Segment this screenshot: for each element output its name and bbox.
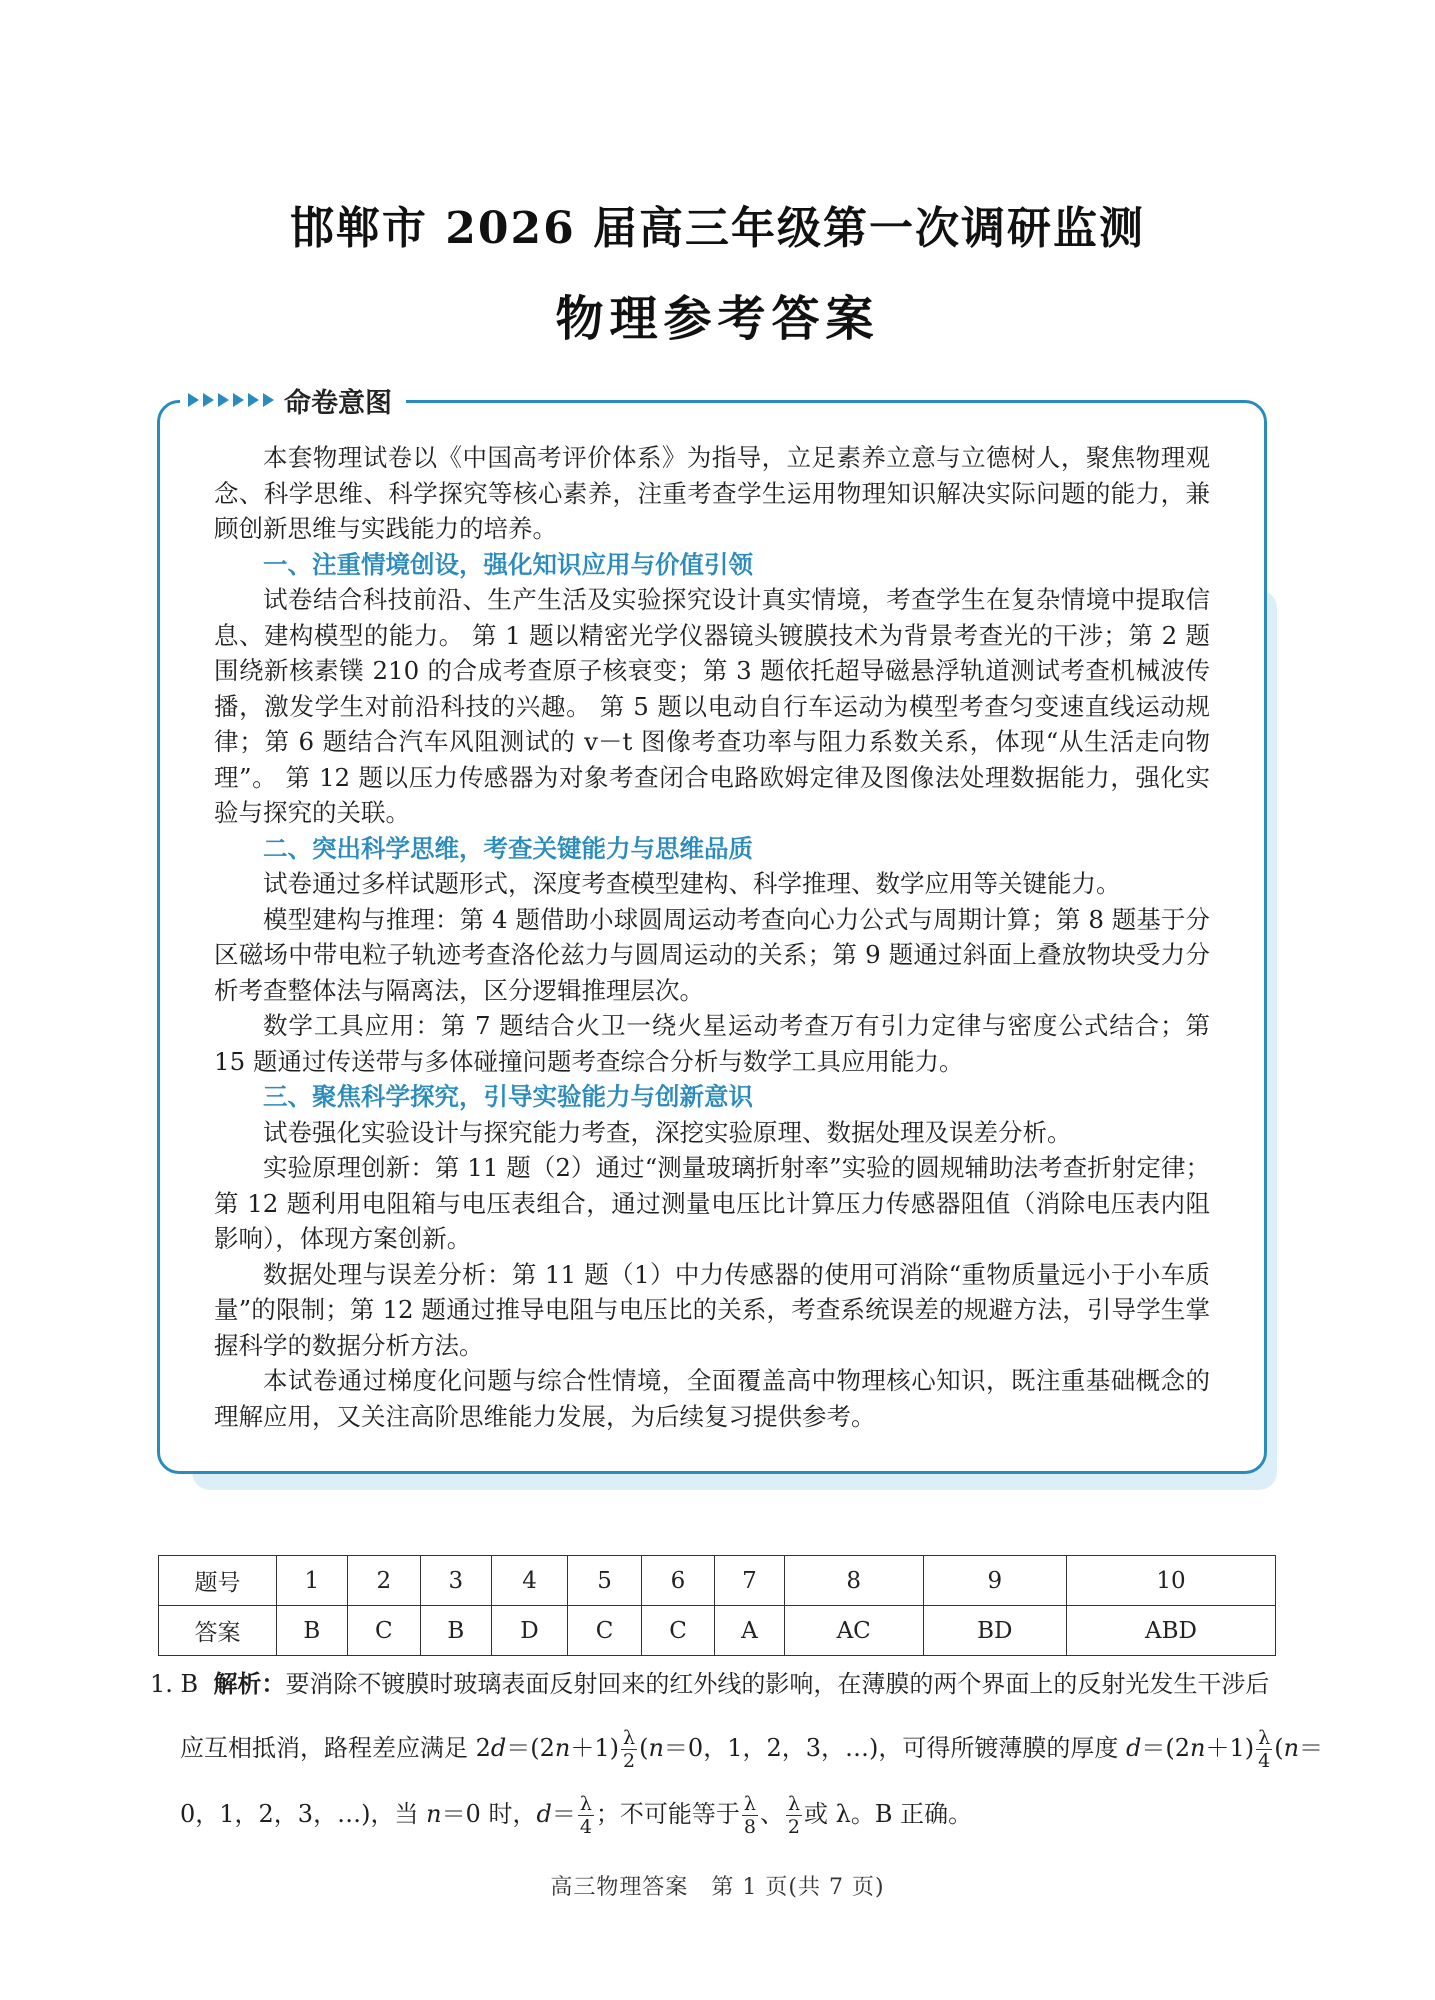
math-var: n (554, 1734, 571, 1762)
solution-number: 1. B (150, 1670, 199, 1698)
section-paragraph: 试卷通过多样试题形式，深度考查模型建构、科学推理、数学应用等关键能力。 (263, 869, 1121, 898)
table-header-cell: 答案 (159, 1606, 277, 1656)
table-cell: 1 (277, 1556, 348, 1606)
table-cell: C (347, 1606, 420, 1656)
solution-line (150, 1792, 1280, 1838)
section-heading: 一、注重情境创设，强化知识应用与价值引领 (263, 549, 753, 579)
solution-text: 应互相抵消，路程差应满足 2 (180, 1734, 491, 1762)
table-cell: 7 (715, 1556, 785, 1606)
section-paragraph: 本试卷通过梯度化问题与综合性情境，全面覆盖高中物理核心知识，既注重基础概念的理解应用，又关注高阶思维能力发展，为后续复习提供参考。 (214, 1366, 1210, 1431)
table-cell: 3 (421, 1556, 492, 1606)
section-paragraph: 数据处理与误差分析：第 11 题（1）中力传感器的使用可消除“重物质量远小于小车质量”的限制；第 12 题通过推导电阻与电压比的关系，考查系统误差的规避方法，引导学生掌握科学的数据分析方法。 (214, 1259, 1210, 1360)
table-cell: 5 (568, 1556, 641, 1606)
solution-text: ＝(2 (506, 1734, 555, 1762)
section-heading: 二、突出科学思维，考查关键能力与思维品质 (263, 833, 753, 863)
table-cell: B (277, 1606, 348, 1656)
solution-text: ＝0 时， (441, 1800, 537, 1828)
document-title: 邯郸市 2026 届高三年级第一次调研监测 (289, 203, 1146, 254)
table-cell: BD (923, 1606, 1066, 1656)
fraction: $\frac{\lambda}{8}$ (743, 1793, 756, 1838)
table-row (159, 1556, 1276, 1606)
solution-text: 0，1，2，3，…)，当 (180, 1800, 419, 1828)
table-cell: 4 (491, 1556, 568, 1606)
solution-text: ＝(2 (1141, 1734, 1191, 1762)
answer-table (158, 1555, 1276, 1656)
table-header-cell: 题号 (159, 1556, 277, 1606)
table-cell: B (421, 1606, 492, 1656)
table-cell: 8 (784, 1556, 923, 1606)
math-var: d (536, 1800, 552, 1828)
fraction: $\frac{\lambda}{2}$ (623, 1727, 636, 1772)
table-cell: 6 (641, 1556, 714, 1606)
solution-text: ( (639, 1734, 649, 1762)
table-row (159, 1606, 1276, 1656)
math-var: n (648, 1734, 664, 1762)
math-var: n (426, 1800, 442, 1828)
table-cell: ABD (1067, 1606, 1276, 1656)
solution-text: ＝0，1，2，3，…)，可得所镀薄膜的厚度 (663, 1734, 1119, 1762)
arrows-icon (188, 393, 274, 407)
math-var: n (1190, 1734, 1206, 1762)
math-var: d (490, 1734, 507, 1762)
solution-text: 、 (759, 1800, 784, 1828)
solution-text: 或 λ。B 正确。 (803, 1800, 973, 1828)
fraction: $\frac{\lambda}{4}$ (1258, 1727, 1271, 1772)
intent-label: 命卷意图 (284, 387, 392, 419)
table-cell: AC (784, 1606, 923, 1656)
section-heading: 三、聚焦科学探究，引导实验能力与创新意识 (263, 1082, 753, 1111)
section-paragraph: 数学工具应用：第 7 题结合火卫一绕火星运动考查万有引力定律与密度公式结合；第 15 题通过传送带与多体碰撞问题考查综合分析与数学工具应用能力。 (214, 1011, 1210, 1076)
math-var: d (1126, 1734, 1142, 1762)
table-cell: A (715, 1606, 785, 1656)
solution-text: ＋1) (570, 1734, 620, 1762)
solution-text: 要消除不镀膜时玻璃表面反射回来的红外线的影响，在薄膜的两个界面上的反射光发生干涉后 (285, 1670, 1270, 1698)
intent-intro: 本套物理试卷以《中国高考评价体系》为指导，立足素养立意与立德树人，聚焦物理观念、科学思维、科学探究等核心素养，注重考查学生运用物理知识解决实际问题的能力，兼顾创新思维与实践能力的培养。 (214, 443, 1210, 543)
table-cell: D (491, 1606, 568, 1656)
math-var: n (1283, 1734, 1300, 1762)
solution-text: ( (1274, 1734, 1284, 1762)
section-paragraph: 试卷强化实验设计与探究能力考查，深挖实验原理、数据处理及误差分析。 (263, 1117, 1072, 1147)
document-subtitle: 物理参考答案 (555, 291, 880, 347)
solution-line (150, 1726, 1324, 1772)
solution-text: ＋1) (1205, 1734, 1255, 1762)
intent-header (180, 383, 406, 417)
solution-line (150, 1662, 1280, 1706)
section-paragraph: 试卷结合科技前沿、生产生活及实验探究设计真实情境，考查学生在复杂情境中提取信息、建构模型的能力。 第 1 题以精密光学仪器镜头镀膜技术为背景考查光的干涉；第 2 题围绕新核素镤 210 的合成考查原子核衰变；第 3 题依托超导磁悬浮轨道测试考查机械波传播，激发学生对前沿科技的兴趣。 第 5 题以电动自行车运动为模型考查匀变速直线运动规律；第 6 题结合汽车风阻测试的 v－t 图像考查功率与阻力系数关系，体现“从生活走向物理”。 第 12 题以压力传感器为对象考查闭合电路欧姆定律及图像法处理数据能力，强化实验与探究的关联。 (214, 585, 1210, 827)
fraction: $\frac{\lambda}{2}$ (787, 1793, 800, 1838)
solution-1 (150, 1662, 1324, 1838)
table-cell: 2 (347, 1556, 420, 1606)
intent-body (214, 440, 1210, 1434)
section-paragraph: 模型建构与推理：第 4 题借助小球圆周运动考查向心力公式与周期计算；第 8 题基于分区磁场中带电粒子轨迹考查洛伦兹力与圆周运动的关系；第 9 题通过斜面上叠放物块受力分析考查整体法与隔离法，区分逻辑推理层次。 (214, 904, 1210, 1005)
table-cell: 9 (923, 1556, 1066, 1606)
table-cell: C (641, 1606, 714, 1656)
section-paragraph: 实验原理创新：第 11 题（2）通过“测量玻璃折射率”实验的圆规辅助法考查折射定律；第 12 题利用电阻箱与电压表组合，通过测量电压比计算压力传感器阻值（消除电压表内阻影响），体现方案创新。 (214, 1153, 1210, 1253)
solution-label: 解析： (213, 1670, 286, 1698)
table-cell: C (568, 1606, 641, 1656)
solution-text: ＝ (1299, 1734, 1324, 1762)
table-cell: 10 (1067, 1556, 1276, 1606)
fraction: $\frac{\lambda}{4}$ (579, 1793, 592, 1838)
solution-text: ；不可能等于 (595, 1800, 740, 1828)
page-footer: 高三物理答案 第 1 页(共 7 页) (550, 1875, 885, 1900)
solution-text: ＝ (551, 1800, 576, 1828)
